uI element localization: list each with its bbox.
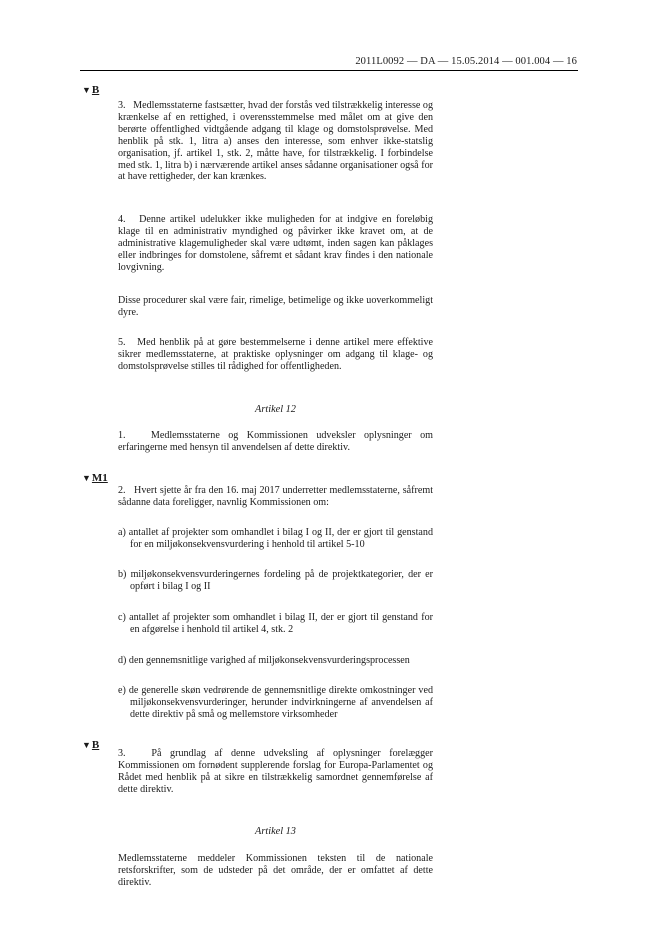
triangle-down-icon: ▼: [82, 473, 91, 483]
list-item-e: e) de generelle skøn vedrørende de gennemsnitlige direkte omkostninger ved miljøkonsekvensvurderinger, herunder indvirkningerne af anvendelsen af dette direktiv på små og mellemstore virksomheder: [118, 685, 433, 720]
marker-code: M1: [91, 472, 108, 484]
document-reference-header: 2011L0092 — DA — 15.05.2014 — 001.004 — 16: [355, 56, 577, 67]
amendment-marker-m1: [82, 472, 108, 484]
paragraph-4: 4. Denne artikel udelukker ikke muligheden for at indgive en foreløbig klage til en administrativ myndighed og påvirker ikke kravet om, at de administrative klagemuligheder skal være udtømt, inden sagen kan påklages eller indbringes for domstolene, såfremt et sådant krav findes i den nationale lovgivning.: [118, 214, 433, 273]
list-item-c: c) antallet af projekter som omhandlet i bilag II, der er gjort til genstand for en afgørelse i henhold til artikel 4, stk. 2: [118, 612, 433, 635]
article-12-paragraph-3: 3. På grundlag af denne udveksling af oplysninger forelægger Kommissionen om fornødent supplerende forslag for Europa-Parlamentet og Rådet med henblik på at sikre en tilstrækkelig samordnet gennemførelse af dette direktiv.: [118, 748, 433, 795]
marker-code: B: [91, 739, 100, 751]
paragraph-3: 3. Medlemsstaterne fastsætter, hvad der forstås ved tilstrækkelig interesse og krænkelse af en rettighed, i overensstemmelse med målet om at give den berørte offentlighed vidtgående adgang til klage og domstolsprøvelse. Med henblik på stk. 1, litra a) anses den interesse, som enhver ikke-statslig organisation, jf. artikel 1, stk. 2, måtte have, for tilstrækkelig. I forbindelse med stk. 1, litra b) i nærværende artikel anses sådanne organisationer også for at have rettigheder, der kan krænkes.: [118, 100, 433, 183]
article-12-paragraph-1: 1. Medlemsstaterne og Kommissionen udveksler oplysninger om erfaringerne med hensyn til anvendelsen af dette direktiv.: [118, 430, 433, 453]
header-divider: [80, 70, 578, 71]
paragraph-5: 5. Med henblik på at gøre bestemmelserne i denne artikel mere effektive sikrer medlemsstaterne, at praktiske oplysninger om adgang til klage- og domstolsprøvelse stilles til rådighed for offentligheden.: [118, 337, 433, 372]
article-12-paragraph-2: 2. Hvert sjette år fra den 16. maj 2017 underretter medlemsstaterne, såfremt sådanne data foreligger, navnlig Kommissionen om:: [118, 485, 433, 508]
list-item-d: d) den gennemsnitlige varighed af miljøkonsekvensvurderingsprocessen: [118, 655, 410, 666]
list-item-a: a) antallet af projekter som omhandlet i bilag I og II, der er gjort til genstand for en miljøkonsekvensvurdering i henhold til artikel 5-10: [118, 527, 433, 550]
article-13-paragraph: Medlemsstaterne meddeler Kommissionen teksten til de nationale retsforskrifter, som de udsteder på det område, der er omfattet af dette direktiv.: [118, 853, 433, 888]
triangle-down-icon: ▼: [82, 740, 91, 750]
triangle-down-icon: ▼: [82, 85, 91, 95]
paragraph-4-continued: Disse procedurer skal være fair, rimelige, betimelige og ikke uoverkommeligt dyre.: [118, 295, 433, 318]
article-12-heading: Artikel 12: [255, 404, 296, 415]
list-item-b: b) miljøkonsekvensvurderingernes fordeling på de projektkategorier, der er opført i bilag I og II: [118, 569, 433, 592]
amendment-marker-b: [82, 84, 99, 96]
amendment-marker-b: [82, 739, 99, 751]
marker-code: B: [91, 84, 100, 96]
article-13-heading: Artikel 13: [255, 826, 296, 837]
